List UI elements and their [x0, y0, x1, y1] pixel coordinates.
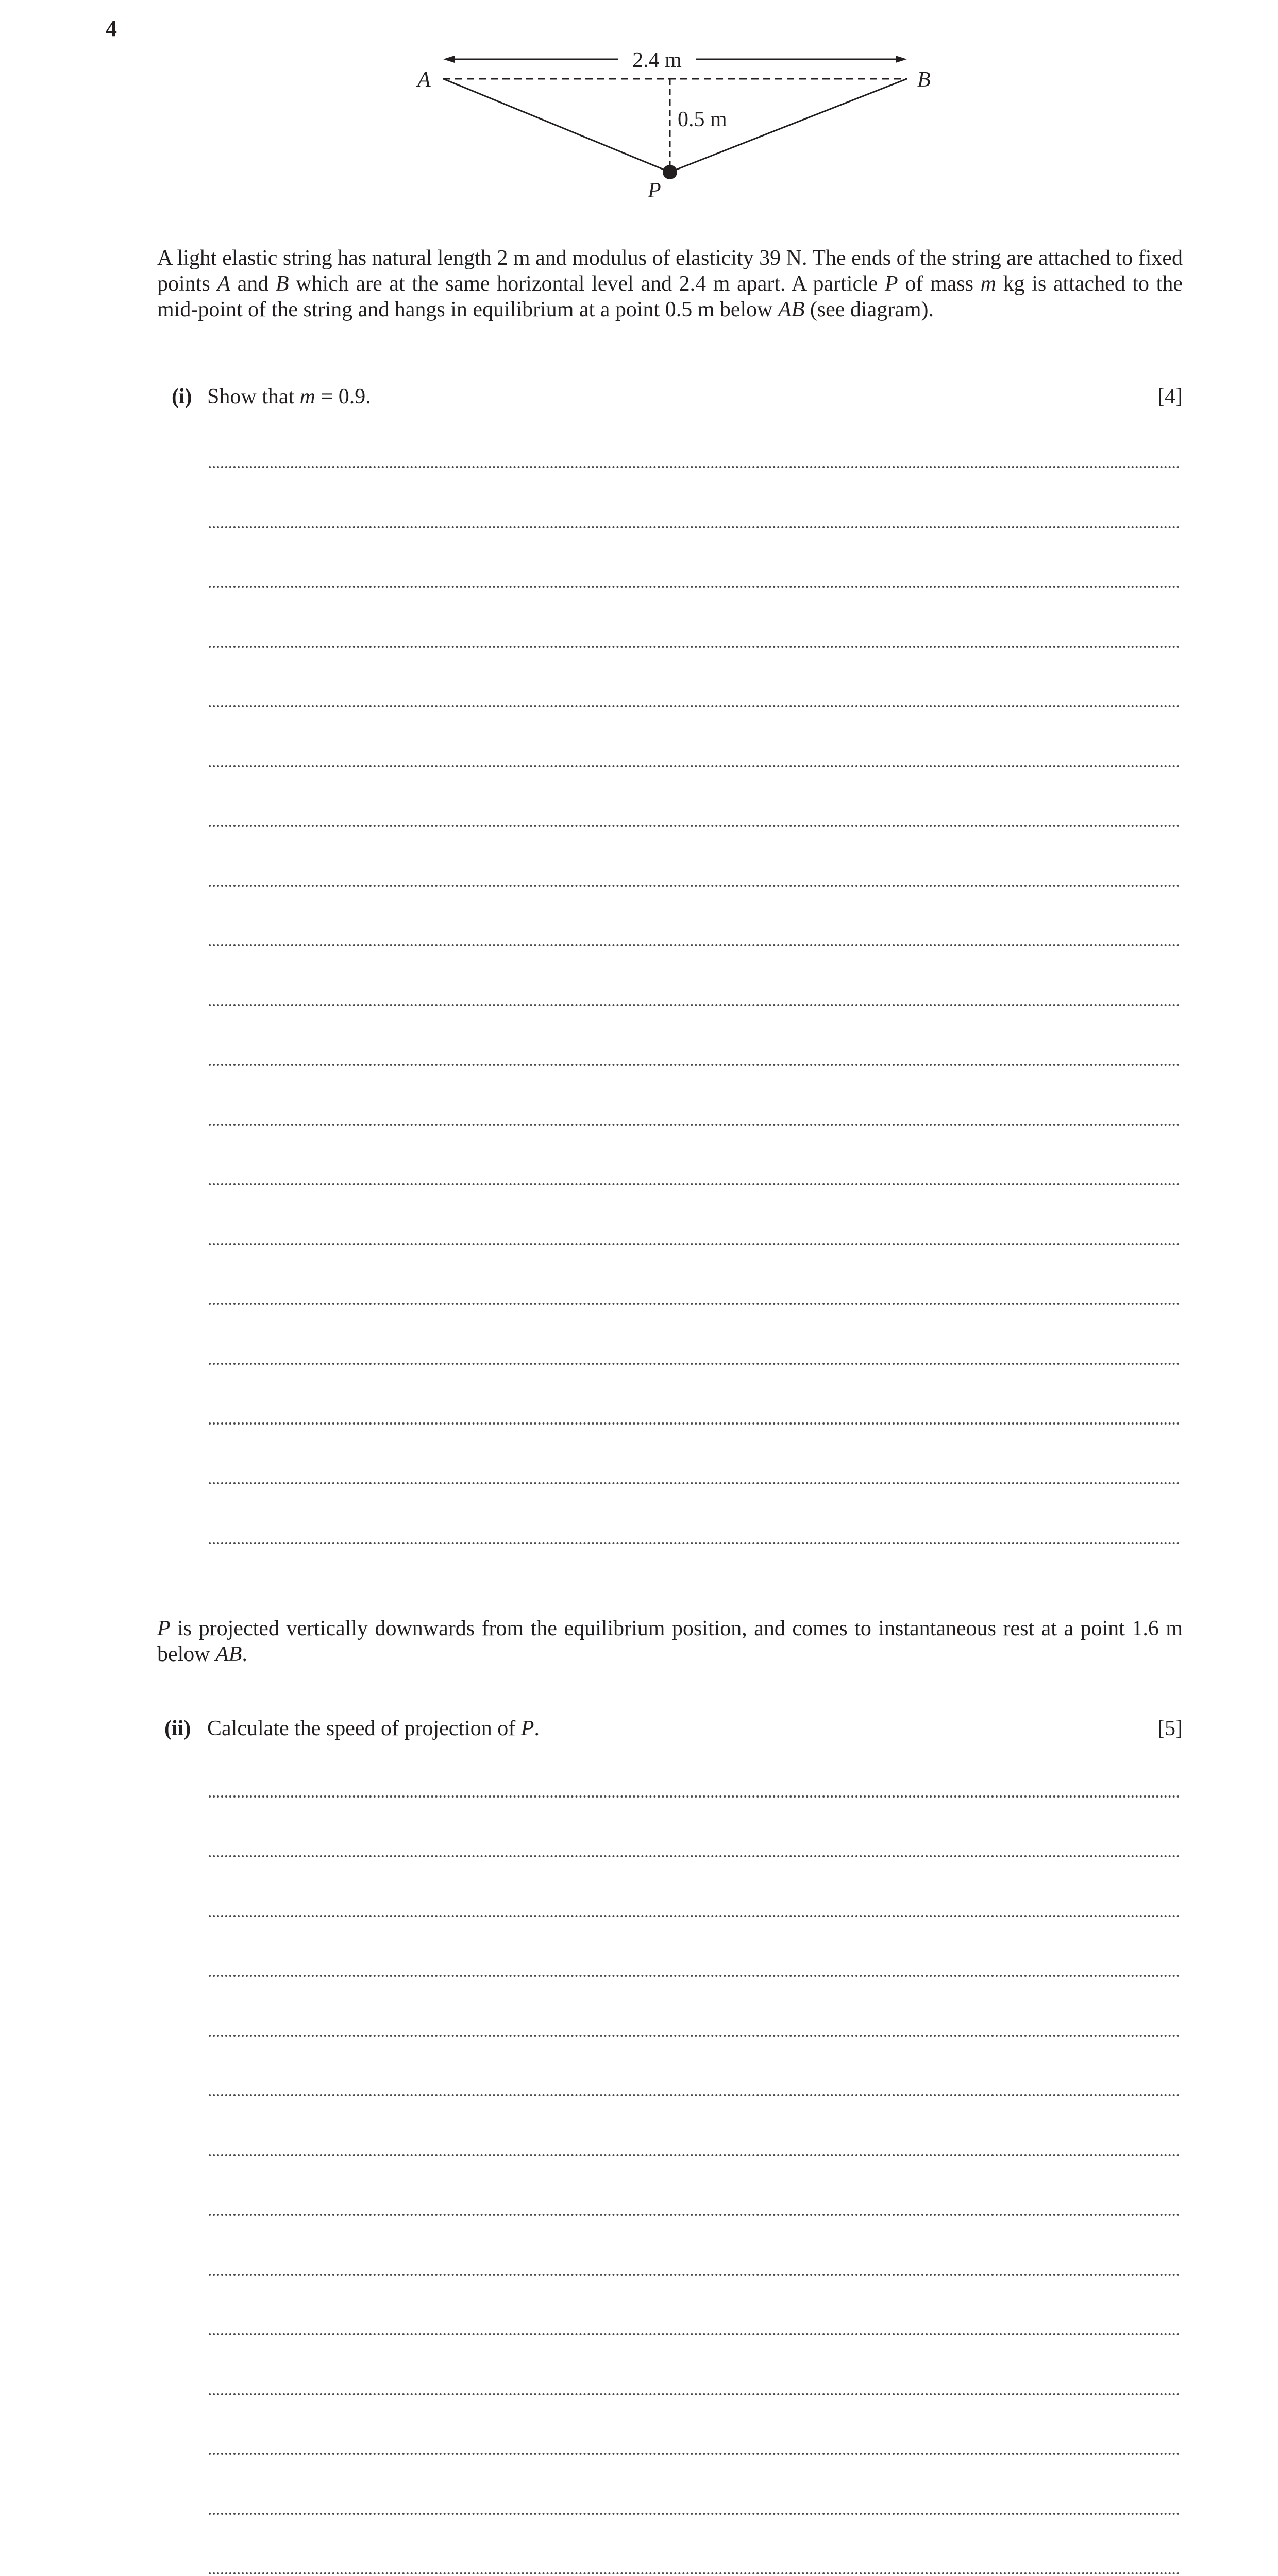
answer-line[interactable] [209, 1004, 1180, 1006]
part-ii-question [157, 1716, 1183, 1741]
answer-line[interactable] [209, 2572, 1180, 2574]
part-i-number: (i) [172, 385, 192, 409]
depth-label: 0.5 m [678, 108, 727, 131]
label-b: B [917, 68, 931, 92]
answer-line[interactable] [209, 1422, 1180, 1425]
part-ii-marks: [5] [1157, 1717, 1183, 1740]
answer-line[interactable] [209, 646, 1180, 648]
string-diagram [392, 41, 938, 206]
part-i-question [157, 384, 1183, 410]
answer-line[interactable] [209, 1363, 1180, 1365]
answer-line[interactable] [209, 1124, 1180, 1126]
answer-line[interactable] [209, 1542, 1180, 1544]
answer-line[interactable] [209, 2094, 1180, 2096]
answer-line[interactable] [209, 1303, 1180, 1305]
answer-line[interactable] [209, 1855, 1180, 1857]
answer-line[interactable] [209, 2274, 1180, 2276]
answer-line[interactable] [209, 2035, 1180, 2037]
answer-line[interactable] [209, 466, 1180, 468]
part-i-marks: [4] [1157, 385, 1183, 409]
answer-line[interactable] [209, 944, 1180, 946]
answer-line[interactable] [209, 1183, 1180, 1185]
answer-line[interactable] [209, 2214, 1180, 2216]
answer-line[interactable] [209, 2154, 1180, 2156]
arrowhead-right-icon [896, 56, 907, 63]
answer-line[interactable] [209, 2393, 1180, 2395]
answer-line[interactable] [209, 1795, 1180, 1798]
page-number: 4 [106, 16, 117, 41]
answer-line[interactable] [209, 705, 1180, 707]
part-i-text: Show that m = 0.9. [207, 385, 371, 409]
arrowhead-left-icon [443, 56, 455, 63]
part-ii-text: Calculate the speed of projection of P. [207, 1717, 540, 1740]
label-p: P [648, 179, 661, 202]
answer-line[interactable] [209, 1975, 1180, 1977]
answer-line[interactable] [209, 825, 1180, 827]
answer-line[interactable] [209, 586, 1180, 588]
question-intro: A light elastic string has natural length 2 m and modulus of elasticity 39 N. The ends of the string are attached to fixed points A and B which are at the same horizontal level and 2.4 m apart. A particle P of mass m kg is attached to the mid-point of the string and hangs in equilibrium at a point 0.5 m below AB (see diagram). [157, 246, 1183, 321]
string-ap [443, 79, 670, 172]
answer-line[interactable] [209, 885, 1180, 887]
answer-line[interactable] [209, 765, 1180, 767]
part-ii-intro: P is projected vertically downwards from the equilibrium position, and comes to instantaneous rest at a point 1.6 m below AB. [157, 1617, 1183, 1666]
particle-dot-icon [663, 165, 677, 179]
answer-line[interactable] [209, 2333, 1180, 2335]
answer-line[interactable] [209, 2453, 1180, 2455]
answer-line[interactable] [209, 526, 1180, 528]
answer-line[interactable] [209, 2513, 1180, 2515]
diagram-svg [392, 41, 938, 206]
width-label: 2.4 m [632, 48, 682, 72]
answer-line[interactable] [209, 1064, 1180, 1066]
answer-line[interactable] [209, 1482, 1180, 1484]
label-a: A [417, 68, 431, 92]
answer-line[interactable] [209, 1243, 1180, 1245]
part-ii-number: (ii) [164, 1717, 191, 1740]
answer-line[interactable] [209, 1915, 1180, 1917]
